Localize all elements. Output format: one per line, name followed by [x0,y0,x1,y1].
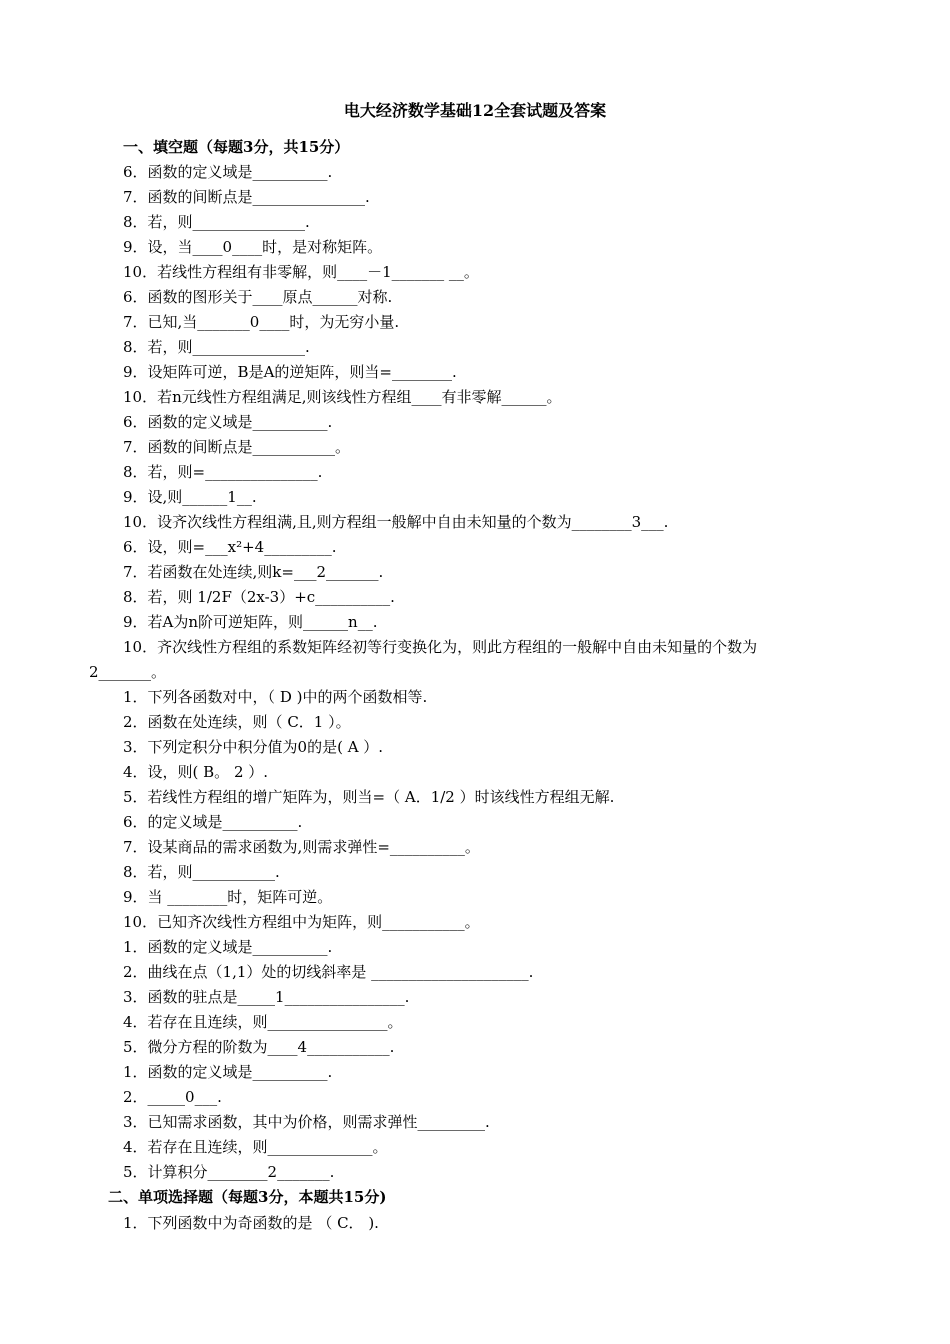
question-line: 4．若存在且连续，则________________。 [123,1013,403,1031]
question-line: 4．若存在且连续，则______________。 [123,1138,388,1156]
question-line: 4．设，则( B。 2 ）. [123,763,269,781]
question-line: 1．函数的定义域是__________. [123,938,333,956]
question-line: 3．已知需求函数，其中为价格，则需求弹性_________. [123,1113,490,1131]
question-line: 6．函数的定义域是__________. [123,413,333,431]
question-line: 7．已知,当_______0____时，为无穷小量. [123,313,400,331]
question-line: 10．设齐次线性方程组满,且,则方程组一般解中自由未知量的个数为________3___. [123,513,669,531]
question-line: 10．若n元线性方程组满足,则该线性方程组____有非零解______。 [123,388,562,406]
question-line: 6．函数的定义域是__________. [123,163,333,181]
section-heading-fill-in: 一、填空题（每题3分，共15分） [123,138,350,156]
question-line: 9．若A为n阶可逆矩阵，则______n__. [123,613,378,631]
question-line: 1．函数的定义域是__________. [123,1063,333,1081]
question-line: 2．函数在处连续，则（ C．1 ）。 [123,713,351,731]
question-line: 2．曲线在点（1,1）处的切线斜率是 _____________________. [123,963,534,981]
question-line: 10．已知齐次线性方程组中为矩阵，则___________。 [123,913,480,931]
question-line: 9．设，当____0____时，是对称矩阵。 [123,238,383,256]
question-line: 5．计算积分________2_______. [123,1163,335,1181]
question-line: 8．若，则 1/2F（2x-3）+c__________. [123,588,395,606]
question-line: 7．函数的间断点是_______________. [123,188,370,206]
question-line: 8．若，则_______________. [123,338,310,356]
question-line: 8．若，则=_______________. [123,463,323,481]
question-line: 8．若，则_______________. [123,213,310,231]
question-line: 9．设矩阵可逆，B是A的逆矩阵，则当=________. [123,363,457,381]
question-line-continuation: 2_______。 [89,663,167,681]
question-line: 9．设,则______1__. [123,488,257,506]
question-line: 5．微分方程的阶数为____4___________. [123,1038,395,1056]
section-heading-multiple-choice: 二、单项选择题（每题3分，本题共15分) [108,1188,387,1206]
document-title: 电大经济数学基础12全套试题及答案 [343,101,607,120]
question-line: 2．_____0___. [123,1088,222,1106]
question-line: 7．设某商品的需求函数为,则需求弹性=__________。 [123,838,480,856]
question-line: 5．若线性方程组的增广矩阵为，则当=（ A．1/2 ）时该线性方程组无解. [123,788,615,806]
question-line: 6．函数的图形关于____原点______对称. [123,288,393,306]
question-line: 6．的定义域是__________. [123,813,303,831]
question-line: 1．下列各函数对中，（ D )中的两个函数相等. [123,688,428,706]
question-line: 3．下列定积分中积分值为0的是( A ）. [123,738,384,756]
question-line: 8．若，则___________. [123,863,280,881]
question-line: 6．设，则=___x²+4_________. [123,538,337,556]
question-line: 7．若函数在处连续,则k=___2_______. [123,563,384,581]
question-line: 9．当 ________时，矩阵可逆。 [123,888,333,906]
question-line: 10．若线性方程组有非零解，则____－1_______ __。 [123,263,479,281]
question-line: 7．函数的间断点是___________。 [123,438,351,456]
question-line: 3．函数的驻点是_____1________________. [123,988,410,1006]
question-line: 1．下列函数中为奇函数的是 （ C． ). [123,1214,379,1232]
question-line: 10．齐次线性方程组的系数矩阵经初等行变换化为，则此方程组的一般解中自由未知量的个数为 [123,638,758,656]
